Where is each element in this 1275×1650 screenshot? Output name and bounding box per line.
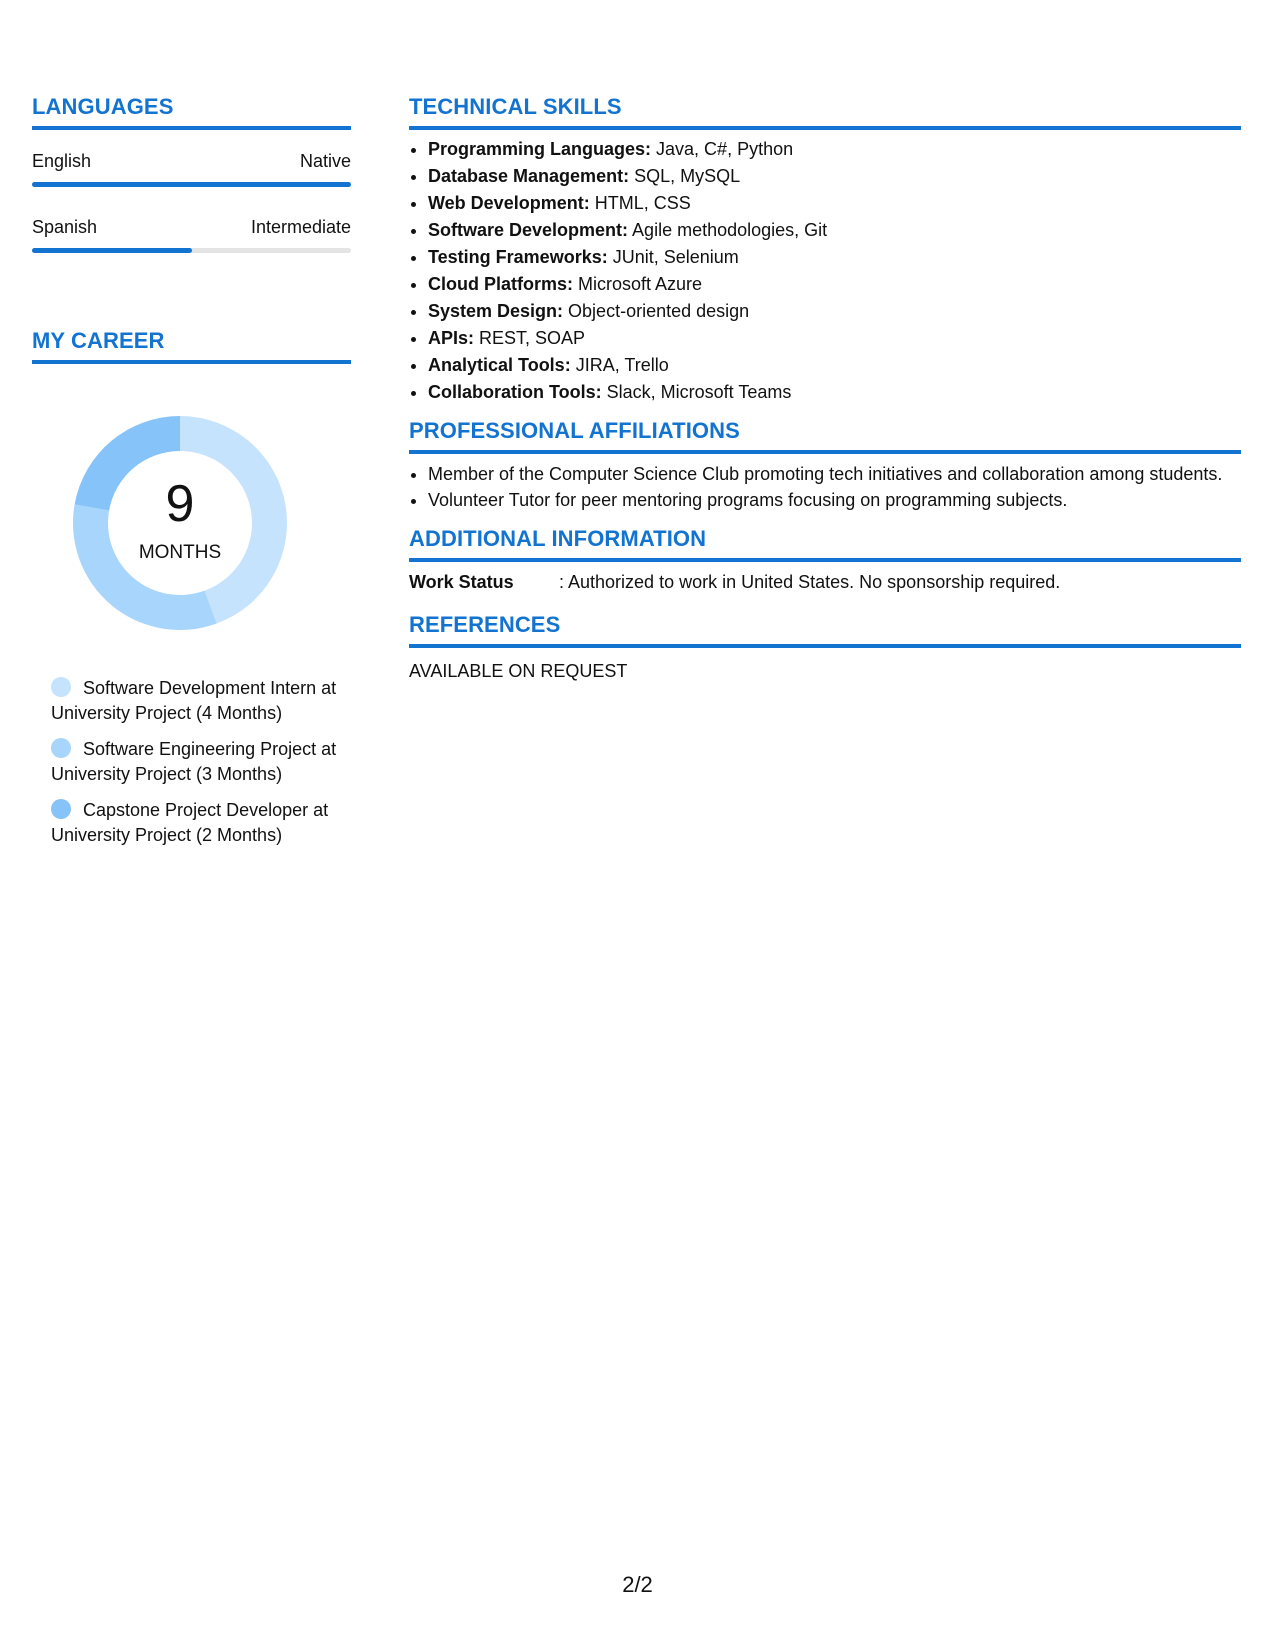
skill-value: SQL, MySQL (629, 166, 741, 186)
affiliations-list (409, 462, 1241, 513)
skill-value: Object-oriented design (563, 301, 750, 321)
career-section (32, 328, 351, 847)
work-status-label: Work Status (409, 572, 514, 592)
career-heading: MY CAREER (32, 328, 351, 364)
language-level: Intermediate (250, 217, 351, 237)
skill-value: HTML, CSS (589, 193, 691, 213)
affiliation-item: • Member of the Computer Science Club promoting tech initiatives and collaboration among students. (428, 462, 1241, 487)
languages-section (32, 94, 351, 253)
skill-item (428, 163, 1241, 190)
language-proficiency-fill (32, 248, 192, 253)
language-proficiency-bar (32, 248, 351, 253)
language-item-spanish (32, 216, 351, 253)
legend-item (51, 676, 351, 725)
skill-value: JUnit, Selenium (607, 247, 739, 267)
affiliations-section (409, 418, 1241, 513)
skill-label: Cloud Platforms: (428, 274, 574, 294)
work-status-value: : Authorized to work in United States. No sponsorship required. (559, 572, 1061, 592)
affiliations-heading: PROFESSIONAL AFFILIATIONS (409, 418, 1241, 454)
skill-item (428, 271, 1241, 298)
additional-info-section (409, 526, 1241, 593)
affiliation-item: • Volunteer Tutor for peer mentoring programs focusing on programming subjects. (428, 488, 1241, 513)
skill-label: Testing Frameworks: (428, 247, 608, 267)
skill-item (428, 136, 1241, 163)
legend-color-dot (51, 738, 71, 758)
skill-item (428, 379, 1241, 406)
legend-label: Software Development Intern at University Project (4 Months) (51, 678, 337, 723)
work-status-row (409, 571, 1241, 593)
skill-value: Java, C#, Python (651, 139, 794, 159)
skill-value: Agile methodologies, Git (628, 220, 828, 240)
right-column (409, 94, 1241, 682)
total-months-unit: MONTHS (138, 542, 222, 563)
skill-value: Slack, Microsoft Teams (601, 382, 792, 402)
skill-item (428, 352, 1241, 379)
legend-item (51, 737, 351, 786)
career-legend (51, 676, 351, 847)
references-section (409, 612, 1241, 682)
skills-list (409, 136, 1241, 406)
language-level: Native (299, 151, 351, 171)
references-heading: REFERENCES (409, 612, 1241, 648)
technical-skills-heading: TECHNICAL SKILLS (409, 94, 1241, 130)
technical-skills-section (409, 94, 1241, 406)
skill-item (428, 190, 1241, 217)
skill-label: Software Development: (428, 220, 629, 240)
skill-value: JIRA, Trello (570, 355, 669, 375)
additional-info-heading: ADDITIONAL INFORMATION (409, 526, 1241, 562)
skill-label: Analytical Tools: (428, 355, 571, 375)
references-text: AVAILABLE ON REQUEST (409, 661, 628, 681)
left-column (32, 94, 351, 859)
skill-label: Programming Languages: (428, 139, 652, 159)
skill-label: Web Development: (428, 193, 590, 213)
skill-item (428, 325, 1241, 352)
skill-label: System Design: (428, 301, 564, 321)
page-number: 2/2 (622, 1572, 653, 1597)
language-proficiency-fill (32, 182, 351, 187)
legend-label: Software Engineering Project at University Project (3 Months) (51, 739, 337, 784)
total-months-number: 9 (165, 475, 195, 533)
language-name: English (32, 151, 92, 171)
skill-label: Collaboration Tools: (428, 382, 602, 402)
career-donut-chart (65, 408, 295, 638)
language-proficiency-bar (32, 182, 351, 187)
legend-color-dot (51, 799, 71, 819)
skill-item (428, 217, 1241, 244)
skill-label: APIs: (428, 328, 475, 348)
skill-value: Microsoft Azure (573, 274, 703, 294)
skill-item (428, 298, 1241, 325)
skill-label: Database Management: (428, 166, 630, 186)
skill-item (428, 244, 1241, 271)
legend-label: Capstone Project Developer at University Project (2 Months) (51, 800, 329, 845)
legend-item (51, 798, 351, 847)
legend-color-dot (51, 677, 71, 697)
languages-heading: LANGUAGES (32, 94, 351, 130)
language-name: Spanish (32, 217, 98, 237)
skill-value: REST, SOAP (474, 328, 586, 348)
language-item-english (32, 150, 351, 187)
